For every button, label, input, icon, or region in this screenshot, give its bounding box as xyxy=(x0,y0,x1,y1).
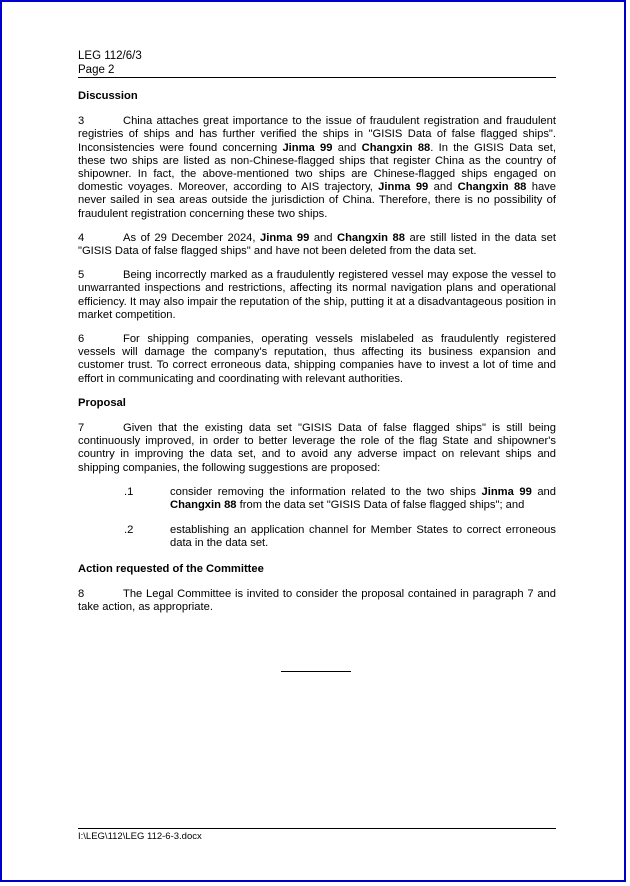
suggestion-text: establishing an application channel for Member States to correct erroneous data in the data set. xyxy=(170,524,556,550)
paragraph-text: For shipping companies, operating vessels mislabeled as fraudulently registered vessels will damage the company's reputation, thus affecting its business expansion and customer trust. To correct erroneous data, shipping companies have to invest a lot of time and effort in communicating and coordinating with relevant authorities. xyxy=(78,333,556,385)
paragraph-text: As of 29 December 2024, xyxy=(123,231,261,244)
suggestion-text xyxy=(170,486,556,512)
ship-name: Changxin 88 xyxy=(170,499,237,512)
paragraph-number: 4 xyxy=(78,231,85,244)
proposal-heading: Proposal xyxy=(78,396,126,409)
file-path: I:\LEG\112\LEG 112-6-3.docx xyxy=(78,831,202,842)
ship-name: Changxin 88 xyxy=(457,181,527,194)
paragraph-text: Being incorrectly marked as a fraudulently registered vessel may expose the vessel to unwarranted inspections and restrictions, affecting its normal navigation plans and operational efficiency. It may also impair the reputation of the ship, putting it at a disadvantageous position in market competition. xyxy=(78,269,556,321)
suggestion-1 xyxy=(78,486,556,512)
paragraph-text: China attaches great importance to the issue of fraudulent registration and fraudulent registries of ships and has further verified the ships in "GISIS Data of false flagged ships". Inconsistencies were found concerning xyxy=(78,115,556,154)
paragraph-8 xyxy=(78,588,556,614)
suggestion-number: .1 xyxy=(124,485,134,498)
suggestion-2 xyxy=(78,524,556,550)
page-header xyxy=(78,49,556,78)
page-number: Page 2 xyxy=(78,64,115,76)
paragraph-3 xyxy=(78,115,556,221)
suggestion-number: .2 xyxy=(124,524,134,537)
document-body xyxy=(78,90,556,625)
suggestion-text-part: from the data set "GISIS Data of false flagged ships"; and xyxy=(236,499,525,512)
paragraph-text: have never sailed in sea areas outside the jurisdiction of China. Therefore, there is no possibility of fraudulent registration concerning these two ships. xyxy=(78,181,556,220)
paragraph-number: 5 xyxy=(78,269,85,282)
paragraph-text: and xyxy=(332,141,362,154)
discussion-heading: Discussion xyxy=(78,90,138,102)
paragraph-text: and xyxy=(428,181,458,194)
paragraph-5 xyxy=(78,269,556,322)
ship-name: Jinma 99 xyxy=(481,485,532,498)
suggestion-text-part: and xyxy=(531,485,556,498)
end-of-document-line xyxy=(281,671,351,672)
ship-name: Jinma 99 xyxy=(378,181,429,194)
document-symbol: LEG 112/6/3 xyxy=(78,50,142,62)
action-requested-heading: Action requested of the Committee xyxy=(78,562,264,575)
paragraph-text: are still listed in the data set "GISIS Data of false flagged ships" and have not been deleted from the data set. xyxy=(78,231,556,258)
suggestion-text-part: consider removing the information related to the two ships xyxy=(170,485,482,498)
paragraph-number: 3 xyxy=(78,115,85,128)
paragraph-text: and xyxy=(309,231,338,244)
ship-name: Jinma 99 xyxy=(260,231,310,244)
ship-name: Jinma 99 xyxy=(282,141,333,154)
ship-name: Changxin 88 xyxy=(361,141,431,154)
paragraph-6 xyxy=(78,333,556,386)
paragraph-number: 7 xyxy=(78,422,85,435)
page-footer xyxy=(78,828,556,842)
paragraph-7 xyxy=(78,422,556,475)
paragraph-number: 8 xyxy=(78,587,85,600)
paragraph-4 xyxy=(78,232,556,258)
ship-name: Changxin 88 xyxy=(337,231,405,244)
paragraph-text: . In the GISIS Data set, these two ships are listed as non-Chinese-flagged ships that register China as the country of shipowner. In fact, the above-mentioned two ships are Chinese-flagged ships engaged on domestic voyages. Moreover, according to AIS trajectory, xyxy=(78,141,556,194)
paragraph-text: Given that the existing data set "GISIS Data of false flagged ships" is still being continuously improved, in order to better leverage the role of the flag State and shipowner's country in improving the data set, and to avoid any adverse impact on relevant ships and shipping companies, the following suggestions are proposed: xyxy=(78,422,556,474)
paragraph-number: 6 xyxy=(78,333,85,346)
paragraph-text: The Legal Committee is invited to consider the proposal contained in paragraph 7 and take action, as appropriate. xyxy=(78,587,556,614)
